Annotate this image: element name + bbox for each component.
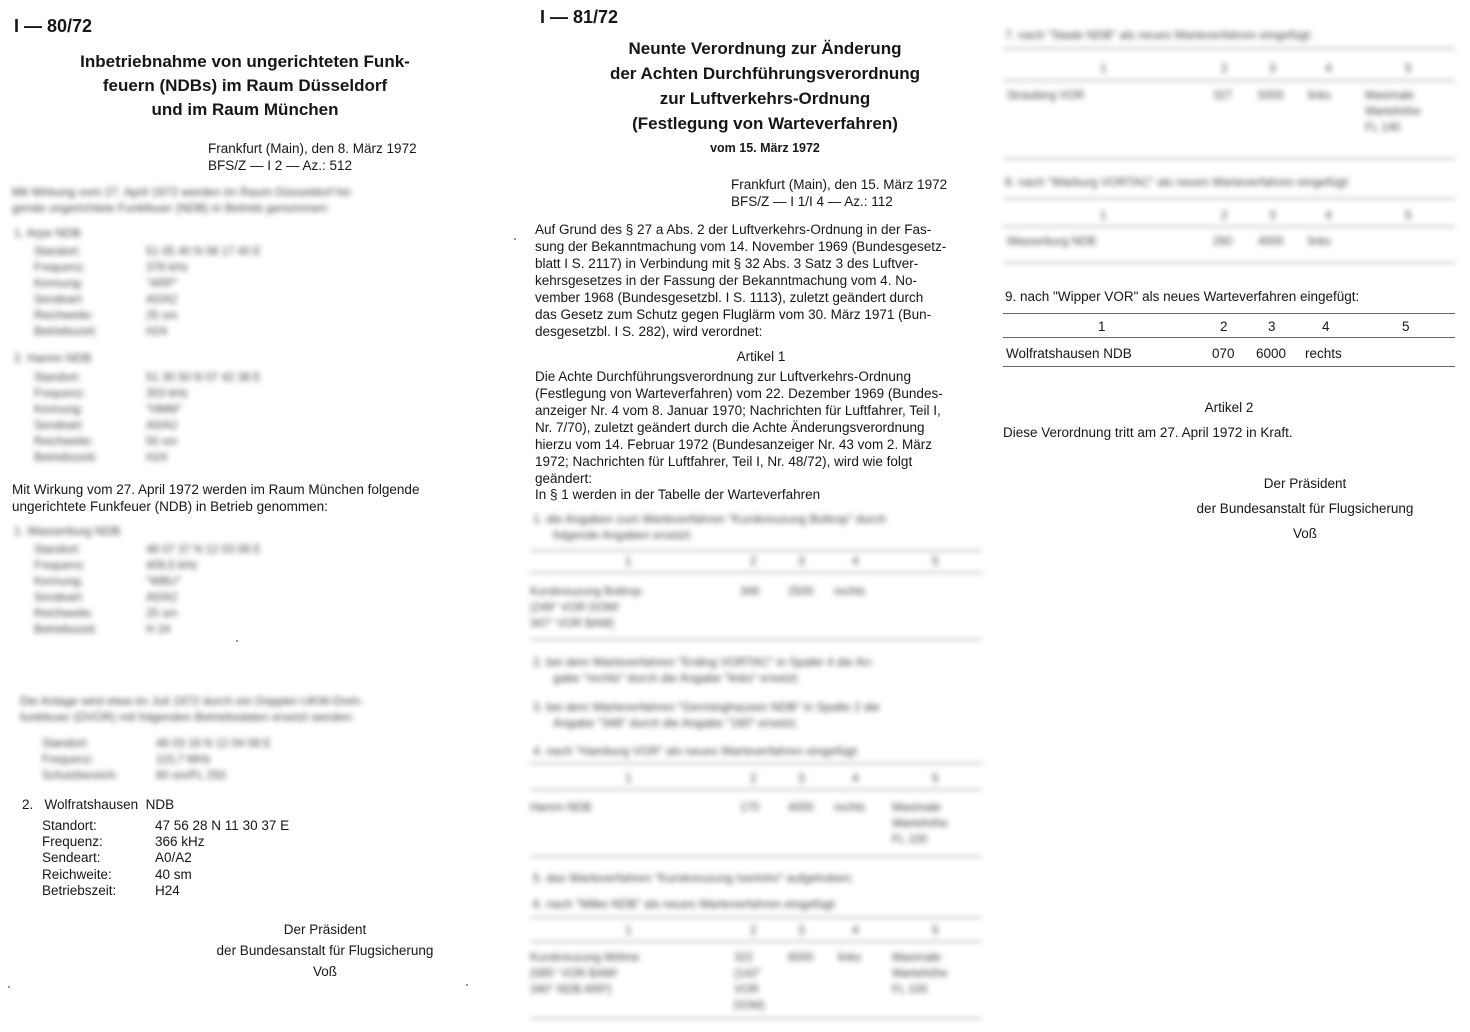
article2-heading: Artikel 2	[1204, 400, 1254, 415]
station-wasserburg-heading: 1. Wasserburg NDB	[14, 524, 121, 538]
signature-left: Der Präsident der Bundesanstalt für Flugsicherung Voß	[216, 922, 434, 979]
table-header-1: 1 2 3 4 5	[625, 554, 939, 568]
article1-text: Die Achte Durchführungsverordnung zur Luftverkehrs-Ordnung (Festlegung von Warteverfahren) vom 22. Dezember 1969 (Bundes- anzeiger Nr. 4 vom 8. Januar 1970; Nachrichten für Luftfahrer, Teil I, Nr. 7/70), zuletzt geändert durch die Achte Änderungsverordnung hierzu vom 14. Februar 1972 (Bundesanzeiger Nr. 43 vom 2. März 1972; Nachrichten für Luftfahrer, Teil I, Nr. 48/72), wird wie folgt geändert:	[535, 369, 943, 486]
scan-speck	[236, 640, 238, 642]
table-rule	[530, 917, 982, 918]
amendment-item-6: 6. nach "Milke NDB" als neues Warteverfahren eingefügt:	[533, 897, 838, 911]
duesseldorf-intro: Mit Wirkung vom 27. April 1972 werden im Raum Düsseldorf fol- gende ungerichtete Funkfeuer (NDB) in Betrieb genommen:	[12, 185, 353, 215]
article2-text: Diese Verordnung tritt am 27. April 1972 in Kraft.	[1003, 425, 1293, 440]
table-rule	[1003, 226, 1455, 227]
station-wolfratshausen-heading: 2. Wolfratshausen NDB	[22, 797, 175, 812]
table-rule	[1003, 262, 1455, 263]
table-row-1: Kurskreuzung Bottrop (249° VOR DOM/ 347° VOR BAM) 349 2500 rechts	[530, 586, 866, 630]
table-rule	[1003, 198, 1455, 199]
dvor-replacement-note: Die Anlage wird etwa im Juli 1972 durch ein Doppler-UKW-Dreh- funkfeuer (DVOR) mit folgenden Betriebsdaten ersetzt werden:	[20, 694, 364, 724]
scan-speck	[514, 238, 516, 240]
table-rule	[1003, 337, 1455, 338]
table-row-4: Hamm NDB 170 4000 rechts Maximale Wartehöhe FL 100	[530, 802, 948, 846]
table-header-9: 1 2 3 4 5	[1098, 319, 1410, 334]
amendment-item-4: 4. nach "Hamburg VOR" als neues Warteverfahren eingefügt:	[533, 744, 860, 758]
table-rule	[530, 1018, 982, 1019]
table-row-8: Wasserburg NDB 260 4000 links	[1007, 236, 1332, 248]
page-id-left: I — 80/72	[14, 16, 93, 36]
table-rule	[530, 941, 982, 942]
table-rule	[1003, 366, 1455, 367]
table-header-8: 1 2 3 4 5	[1100, 208, 1412, 222]
table-rule	[1003, 158, 1455, 159]
table-rule	[1003, 313, 1455, 314]
table-rule	[530, 639, 982, 640]
amendment-item-9: 9. nach "Wipper VOR" als neues Warteverfahren eingefügt:	[1005, 289, 1360, 304]
table-header-7: 1 2 3 4 5	[1100, 61, 1412, 75]
table-rule	[530, 763, 982, 764]
page-id-middle: I — 81/72	[540, 7, 619, 27]
table-row-6: Kurskreuzung Möhne (085° VOR BAM/ 340° NDB ARP) 322 (142° VOR DOM) 6000 links Maximale Wartehöhe FL 100	[530, 952, 948, 1012]
station-hamm-heading: 2. Hamm NDB	[14, 351, 92, 365]
scan-speck	[8, 986, 10, 988]
table-header-6: 1 2 3 4 5	[625, 923, 939, 937]
munich-intro: Mit Wirkung vom 27. April 1972 werden im Raum München folgende ungerichtete Funkfeuer (NDB) in Betrieb genommen:	[12, 482, 420, 514]
place-date-middle: Frankfurt (Main), den 15. März 1972	[731, 177, 948, 192]
amendment-item-1: 1. die Angaben zum Warteverfahren "Kurskreuzung Bottrop" durch folgende Angaben ersetzt:	[533, 512, 886, 542]
amendment-item-7: 7. nach "Stade NDB" als neues Warteverfahren eingefügt:	[1005, 28, 1313, 42]
reference-middle: BFS/Z — I 1/I 4 — Az.: 112	[731, 194, 893, 209]
table-rule	[530, 789, 982, 790]
scan-speck	[466, 984, 468, 986]
table-header-4: 1 2 3 4 5	[625, 771, 939, 785]
title-middle: Neunte Verordnung zur Änderung der Achten Durchführungsverordnung zur Luftverkehrs-Ordnung (Festlegung von Warteverfahren)	[609, 39, 921, 133]
table-rule	[530, 856, 982, 857]
section-intro: In § 1 werden in der Tabelle der Warteverfahren	[535, 487, 821, 502]
place-date-left: Frankfurt (Main), den 8. März 1972	[208, 141, 417, 156]
preamble: Auf Grund des § 27 a Abs. 2 der Luftverkehrs-Ordnung in der Fas- sung der Bekanntmachung vom 14. November 1969 (Bundesgesetz- blatt I S. 2117) in Verbindung mit § 32 Abs. 3 Satz 3 des Luftver- kehrsgesetzes in der Fassung der Bekanntmachung vom 4. No- vember 1968 (Bundesgesetzbl. I S. 1113), zuletzt geändert durch das Gesetz zum Schutz gegen Fluglärm vom 30. März 1971 (Bun- desgesetzbl. I S. 282), wird verordnet:	[535, 222, 947, 339]
amendment-item-2: 2. bei dem Warteverfahren "Erding VORTAC" in Spalte 4 die An- gabe "rechts" durch die Angabe "links" ersetzt;	[533, 655, 875, 685]
table-row-7: Straubing VOR 327 5000 links Maximale Wartehöhe FL 140	[1007, 90, 1421, 134]
amendment-item-8: 8. nach "Warburg VORTAC" als neues Warteverfahren eingefügt:	[1005, 175, 1351, 189]
table-rule	[530, 572, 982, 573]
regulation-date: vom 15. März 1972	[710, 141, 820, 155]
amendment-item-5: 5. das Warteverfahren "Kurskreuzung Iserlohn" aufgehoben;	[533, 871, 854, 885]
title-left: Inbetriebnahme von ungerichteten Funk- feuern (NDBs) im Raum Düsseldorf und im Raum München	[80, 52, 410, 119]
table-rule	[530, 550, 982, 551]
signature-right: Der Präsident der Bundesanstalt für Flugsicherung Voß	[1196, 476, 1414, 541]
table-rule	[1003, 80, 1455, 81]
reference-left: BFS/Z — I 2 — Az.: 512	[208, 158, 353, 173]
station-arpe-heading: 1. Arpe NDB	[14, 226, 81, 240]
table-row-9: Wolfratshausen NDB 070 6000 rechts	[1006, 346, 1342, 361]
table-rule	[1003, 48, 1455, 49]
amendment-item-3: 3. bei dem Warteverfahren "Germinghausen NDB" in Spalte 2 die Angabe "348" durch die Angabe "160" ersetzt;	[533, 700, 880, 730]
article1-heading: Artikel 1	[736, 349, 786, 364]
